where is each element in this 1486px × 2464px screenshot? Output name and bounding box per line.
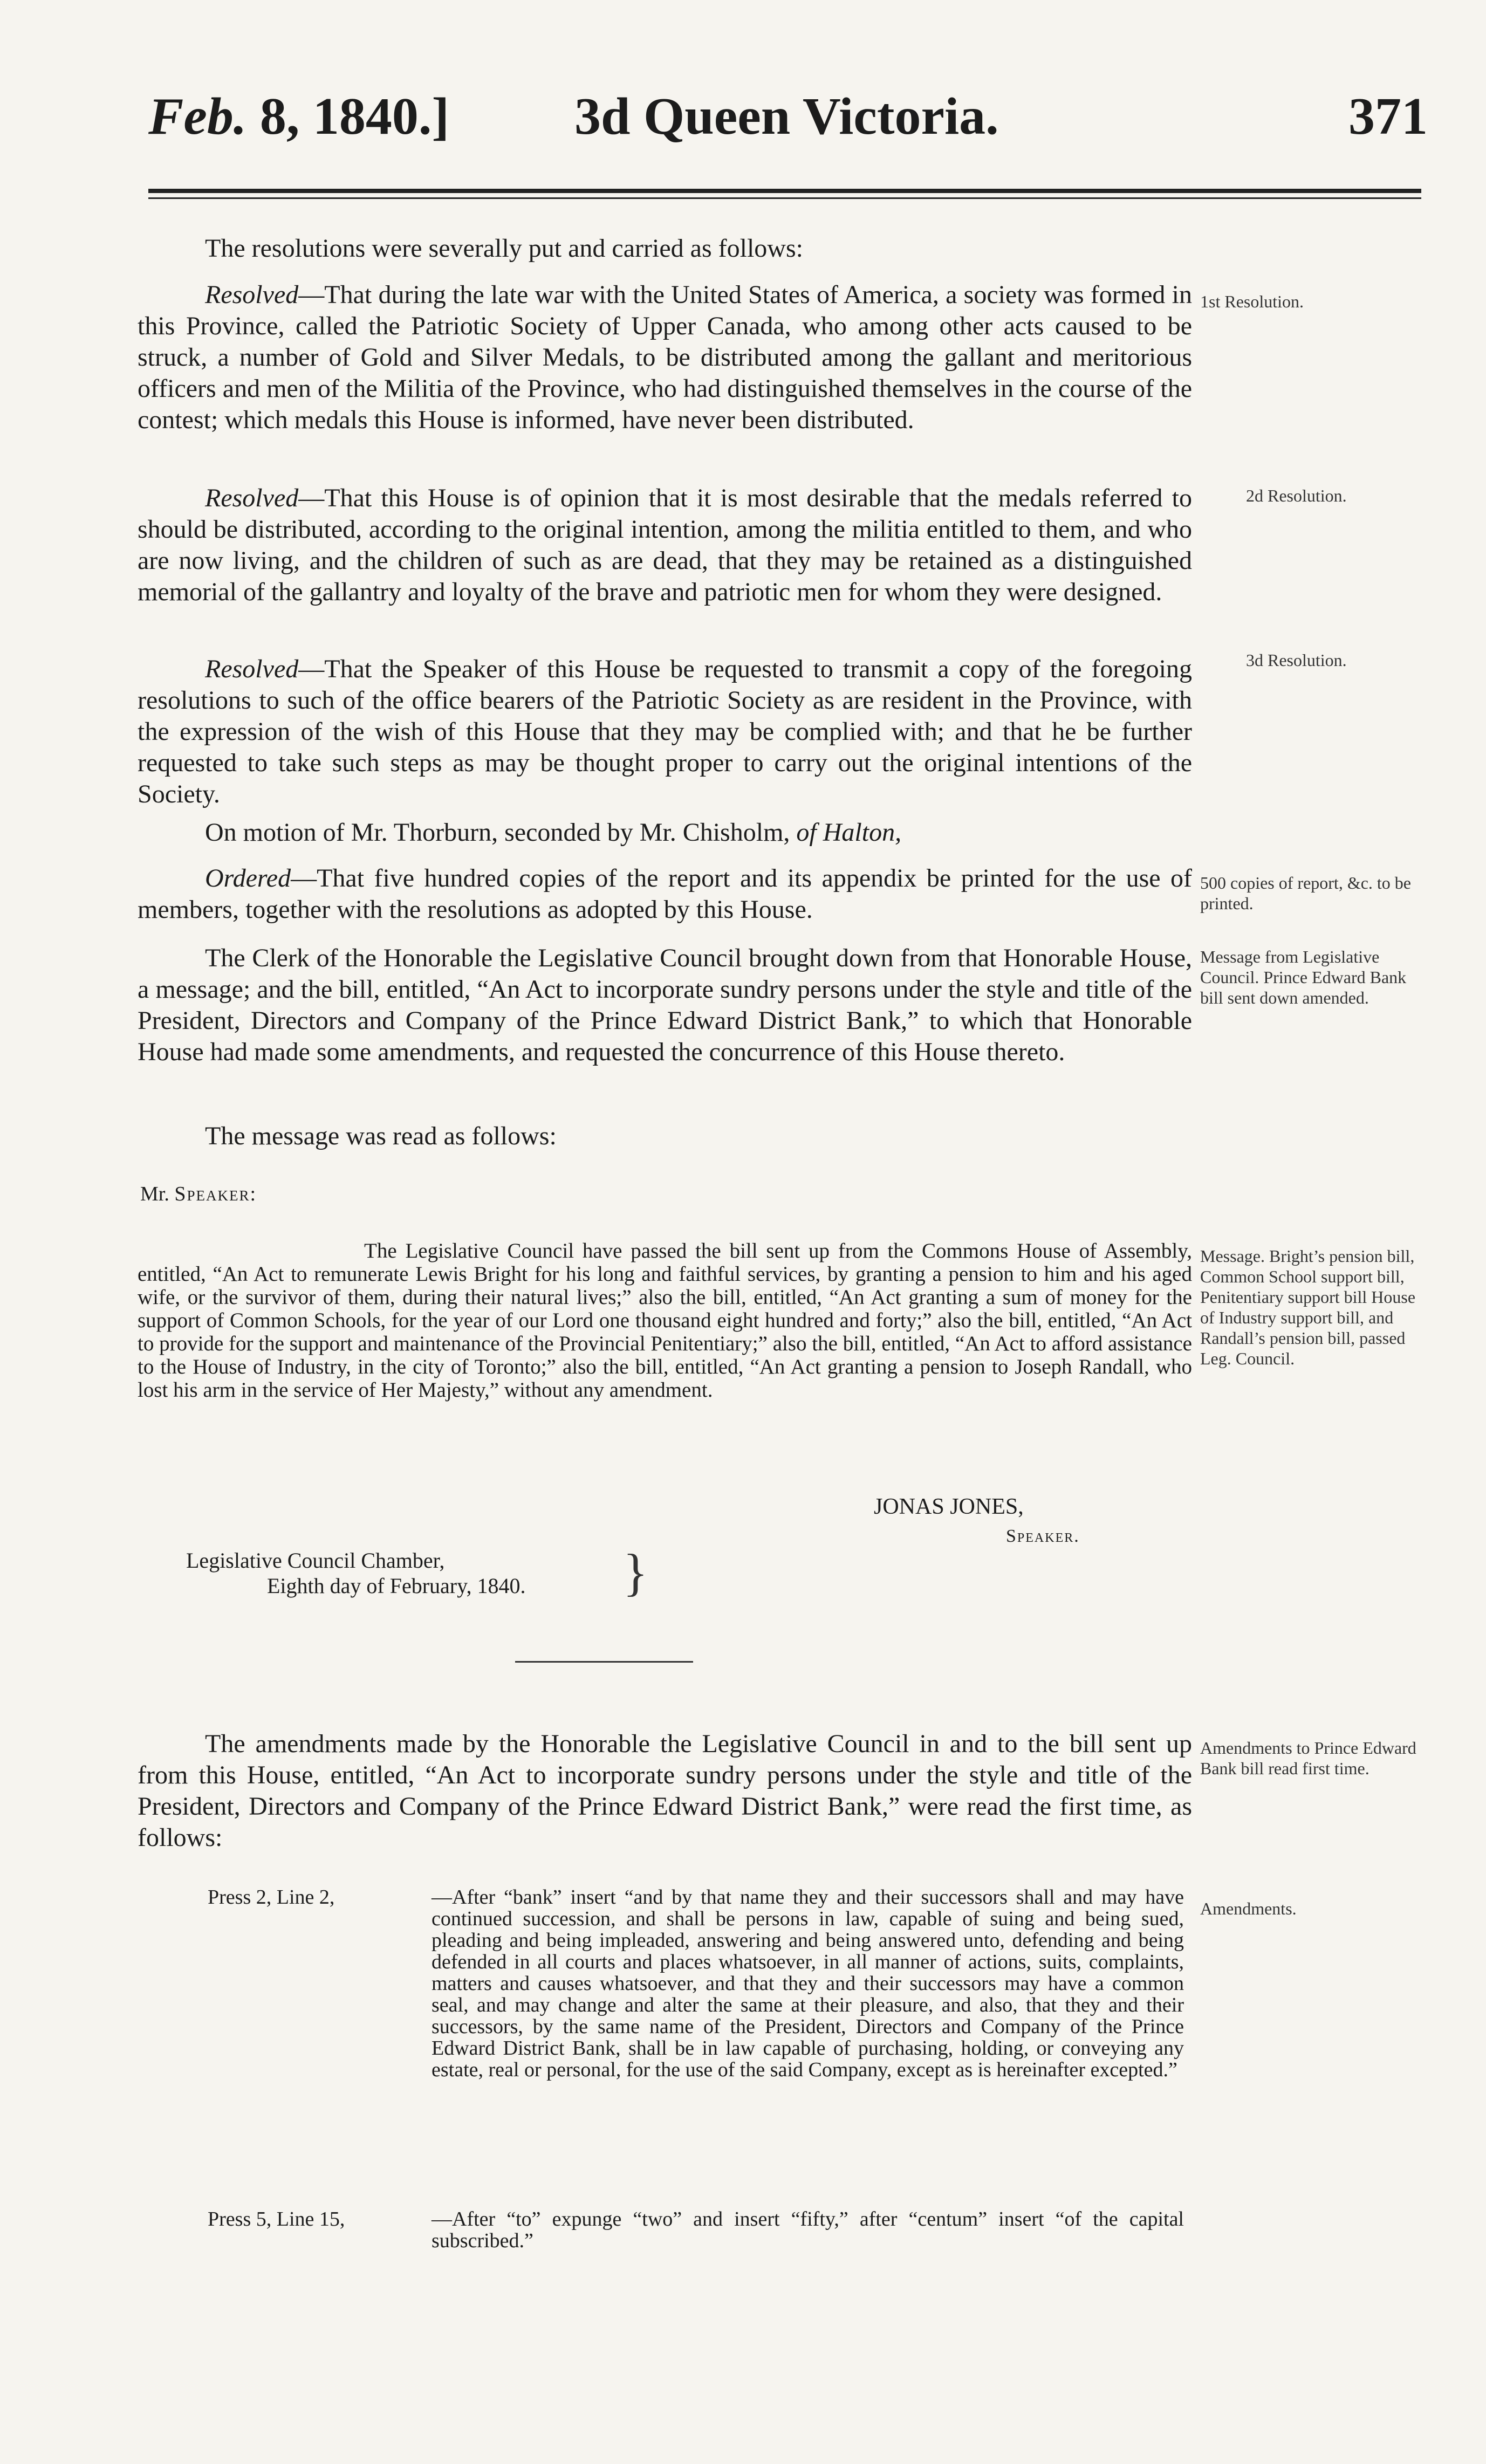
intro-line: The resolutions were severally put and carried as follows: [205,234,803,263]
amendment-2-text: —After “to” expunge “two” and insert “fifty,” after “centum” insert “of the capital subscribed.” [432,2208,1184,2252]
header-day-year: 8, 1840.] [259,87,450,146]
ordered-lead: Ordered [205,864,291,893]
brace-glyph: } [623,1543,648,1601]
page-number: 371 [1348,87,1428,146]
salutation-prefix: Mr. [140,1183,169,1205]
ordered-text: —That five hundred copies of the report and its appendix be printed for the use of members, together with the resolutions as adopted by this House. [138,864,1192,924]
amendment-1-text: —After “bank” insert “and by that name they and their successors shall and may have continued succession, and shall be persons in law, capable of suing and being sued, pleading and being impleaded, answering and being answered unto, defending and being defended in all courts and places whatsoever, in all manner of actions, suits, complaints, matters and causes whatsoever, and that they and their successors may have a common seal, and may change and alter the same at their pleasure, and also, that they and their successors, by the same name of the President, Directors and Company of the Prince Edward District Bank, shall be in law capable of purchasing, holding, or conveying any estate, real or personal, for the use of the said Company, except as is hereinafter excepted.” [432,1886,1184,2081]
resolution-2 [138,483,1192,608]
signature-title: Speaker. [1006,1526,1080,1546]
section-divider [515,1661,693,1663]
margin-note-message-from-council: Message from Legislative Council. Prince Edward Bank bill sent down amended. [1200,947,1407,1007]
message-read-line: The message was read as follows: [205,1122,557,1150]
header-rule-thick [148,189,1421,193]
amendments-intro: The amendments made by the Honorable the Legislative Council in and to the bill sent up from this House, entitled, “An Act to incorporate sundry persons under the style and title of the President, Directors and Company of the Prince Edward District Bank,” were read the first time, as follows: [138,1729,1192,1852]
resolution-lead: Resolved [205,655,299,683]
margin-note-1st-resolution: 1st Resolution. [1200,292,1304,311]
margin-note-amendments: Amendments. [1200,1899,1297,1918]
amendment-1-ref: Press 2, Line 2, [208,1886,335,1909]
motion-text: On motion of Mr. Thorburn, seconded by Mr. Chisholm, [205,818,790,847]
margin-note-message: Message. Bright’s pension bill, Common School support bill, Penitentiary support bill House of Industry support bill, and Randall’s pension bill, passed Leg. Council. [1200,1246,1416,1368]
chamber-line-2: Eighth day of February, 1840. [267,1574,526,1598]
header-date [148,86,449,147]
resolution-text: —That this House is of opinion that it is most desirable that the medals referred to should be distributed, according to the original intention, among the militia entitled to them, and who are now living, and the children of such as are dead, that they may be retained as a distinguished memorial of the gallantry and loyalty of the brave and patriotic men for whom they were designed. [138,484,1192,606]
motion-place: of Halton, [796,818,902,847]
margin-note-amendments-read: Amendments to Prince Edward Bank bill read first time. [1200,1738,1416,1778]
resolution-text: —That during the late war with the United States of America, a society was formed in this Province, called the Patriotic Society of Upper Canada, who among other acts caused to be struck, a number of Gold and Silver Medals, to be distributed among the gallant and meritorious officers and men of the Militia of the Province, who had distinguished themselves in the course of the contest; which medals this House is informed, have never been distributed. [138,280,1192,434]
margin-note-copies: 500 copies of report, &c. to be printed. [1200,873,1411,913]
chamber-line-1: Legislative Council Chamber, [186,1548,445,1573]
margin-note-2d-resolution: 2d Resolution. [1246,486,1347,505]
salutation [140,1178,1195,1210]
motion-line [138,817,1192,848]
resolution-lead: Resolved [205,280,299,309]
header-month: Feb. [148,87,247,146]
ordered-paragraph [138,863,1192,925]
message-body: The Legislative Council have passed the bill sent up from the Commons House of Assembly, entitled, “An Act to remunerate Lewis Bright for his long and faithful services, by granting a pension to him and his aged wife, or the survivor of them, during their natural lives;” also the bill, entitled, “An Act granting a sum of money for the support of Common Schools, for the year of our Lord one thousand eight hundred and forty;” also the bill, entitled, “An Act to provide for the support and maintenance of the Provincial Penitentiary;” also the bill, entitled, “An Act to afford assistance to the House of Industry, in the city of Toronto;” also the bill, entitled, “An Act granting a pension to Joseph Randall, who lost his arm in the service of Her Majesty,” without any amendment. [138,1239,1192,1402]
margin-note-3d-resolution: 3d Resolution. [1246,650,1347,670]
clerk-paragraph: The Clerk of the Honorable the Legislative Council brought down from that Honorable House, a message; and the bill, entitled, “An Act to incorporate sundry persons under the style and title of the President, Directors and Company of the Prince Edward District Bank,” to which that Honorable House had made some amendments, and requested the concurrence of this House thereto. [138,944,1192,1066]
salutation-name: Speaker: [174,1183,257,1205]
resolution-text: —That the Speaker of this House be requested to transmit a copy of the foregoing resolutions to such of the office bearers of the Patriotic Society as are resident in the Province, with the expression of the wish of this House that they may be complied with; and that he be further requested to take such steps as may be thought proper to carry out the original intentions of the Society. [138,655,1192,808]
signature-name: JONAS JONES, [874,1494,1024,1519]
header-title: 3d Queen Victoria. [574,87,999,146]
resolution-3 [138,654,1192,810]
amendment-2-ref: Press 5, Line 15, [208,2208,345,2230]
resolution-lead: Resolved [205,484,299,512]
header-rule-thin [148,197,1421,199]
resolution-1 [138,279,1192,436]
